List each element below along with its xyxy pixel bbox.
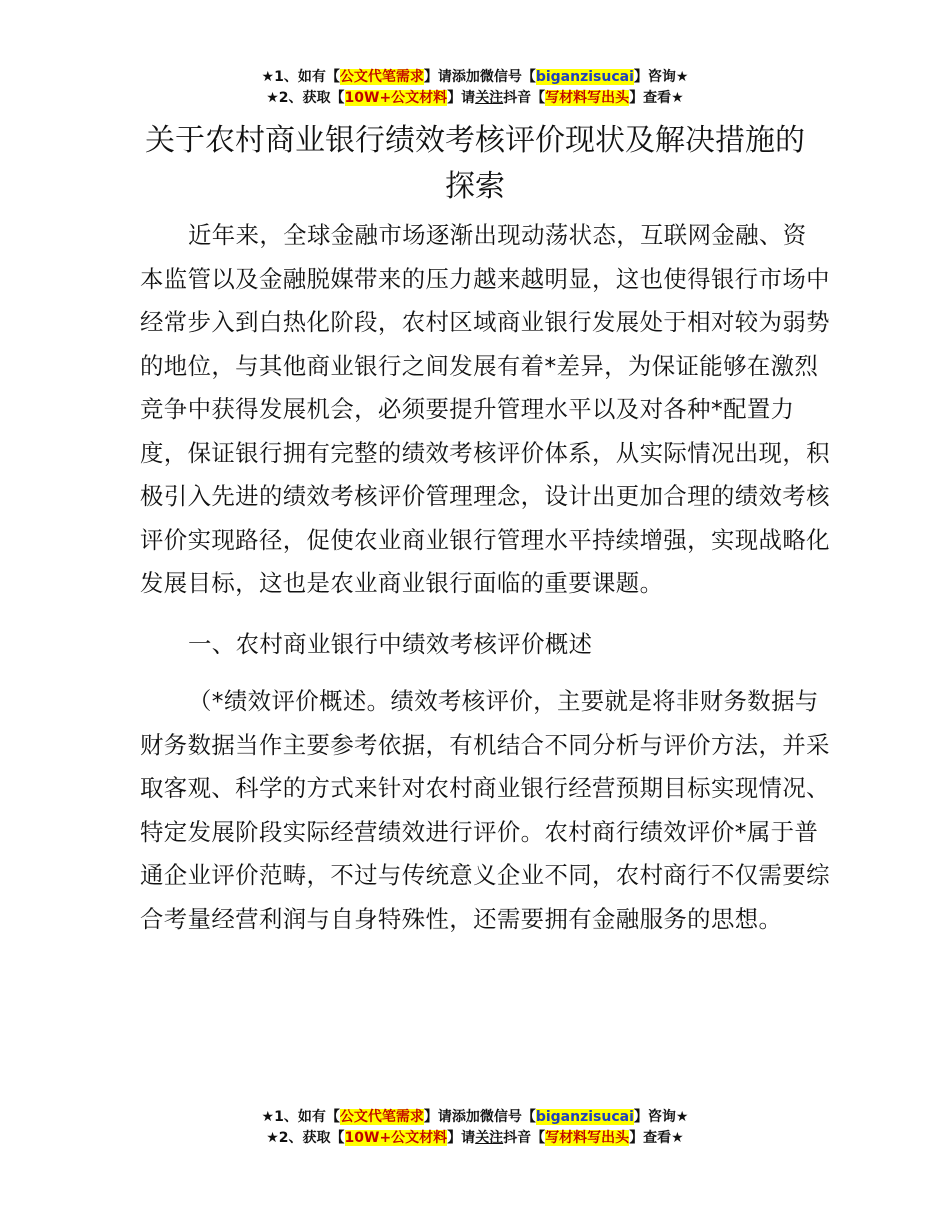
banner-underlined-text: 关注 [475, 1130, 504, 1146]
banner-highlight-douyin: 写材料写出头 [545, 90, 630, 106]
banner-line-1 [0, 1107, 950, 1128]
banner-highlight-materials: 10W+公文材料 [344, 90, 448, 106]
banner-line-2 [0, 88, 950, 109]
body-paragraph: 近年来，全球金融市场逐渐出现动荡状态，互联网金融、资本监管以及金融脱媒带来的压力越来越明显，这也使得银行市场中经常步入到白热化阶段，农村区域商业银行发展处于相对较为弱势的地位，与其他商业银行之间发展有着*差异，为保证能够在激烈竞争中获得发展机会，必须要提升管理水平以及对各种*配置力度，保证银行拥有完整的绩效考核评价体系，从实际情况出现，积极引入先进的绩效考核评价管理理念，设计出更加合理的绩效考核评价实现路径，促使农业商业银行管理水平持续增强，实现战略化发展目标，这也是农业商业银行面临的重要课题。 [140, 221, 830, 597]
banner-text: 】查看★ [629, 90, 684, 106]
banner-text: 抖音【 [503, 1130, 546, 1146]
banner-text: 】请 [447, 90, 476, 106]
body-paragraph: （*绩效评价概述。绩效考核评价，主要就是将非财务数据与财务数据当作主要参考依据，有机结合不同分析与评价方法，并采取客观、科学的方式来针对农村商业银行经营预期目标实现情况、特定发展阶段实际经营绩效进行评价。农村商行绩效评价*属于普通企业评价范畴，不过与传统意义企业不同，农村商行不仅需要综合考量经营利润与自身特殊性，还需要拥有金融服务的思想。 [140, 687, 830, 933]
banner-text: 】请添加 [423, 69, 480, 85]
banner-line-2 [0, 1128, 950, 1149]
banner-text: 】请 [447, 1130, 476, 1146]
banner-text: ★2、获取【 [266, 1130, 345, 1146]
banner-text: 微信号【 [479, 1109, 536, 1125]
banner-text: 微信号【 [479, 69, 536, 85]
banner-text: ★1、如有【 [261, 69, 340, 85]
banner-text: ★2、获取【 [266, 90, 345, 106]
header-banner [0, 67, 950, 109]
banner-highlight-wechat: biganzisucai [535, 69, 634, 85]
banner-underlined-text: 关注 [475, 90, 504, 106]
banner-highlight-service: 公文代笔需求 [339, 69, 424, 85]
banner-line-1 [0, 67, 950, 88]
banner-text: 】咨询★ [633, 1109, 689, 1125]
banner-text: 】查看★ [629, 1130, 684, 1146]
banner-text: 】请添加 [423, 1109, 480, 1125]
section-heading: 一、农村商业银行中绩效考核评价概述 [188, 629, 593, 658]
banner-highlight-materials: 10W+公文材料 [344, 1130, 448, 1146]
banner-text: 】咨询★ [633, 69, 689, 85]
document-body [140, 214, 830, 941]
banner-text: 抖音【 [503, 90, 546, 106]
banner-highlight-douyin: 写材料写出头 [545, 1130, 630, 1146]
banner-highlight-service: 公文代笔需求 [339, 1109, 424, 1125]
banner-text: ★1、如有【 [261, 1109, 340, 1125]
document-title: 关于农村商业银行绩效考核评价现状及解决措施的探索 [145, 123, 805, 204]
footer-banner [0, 1107, 950, 1149]
banner-highlight-wechat: biganzisucai [535, 1109, 634, 1125]
